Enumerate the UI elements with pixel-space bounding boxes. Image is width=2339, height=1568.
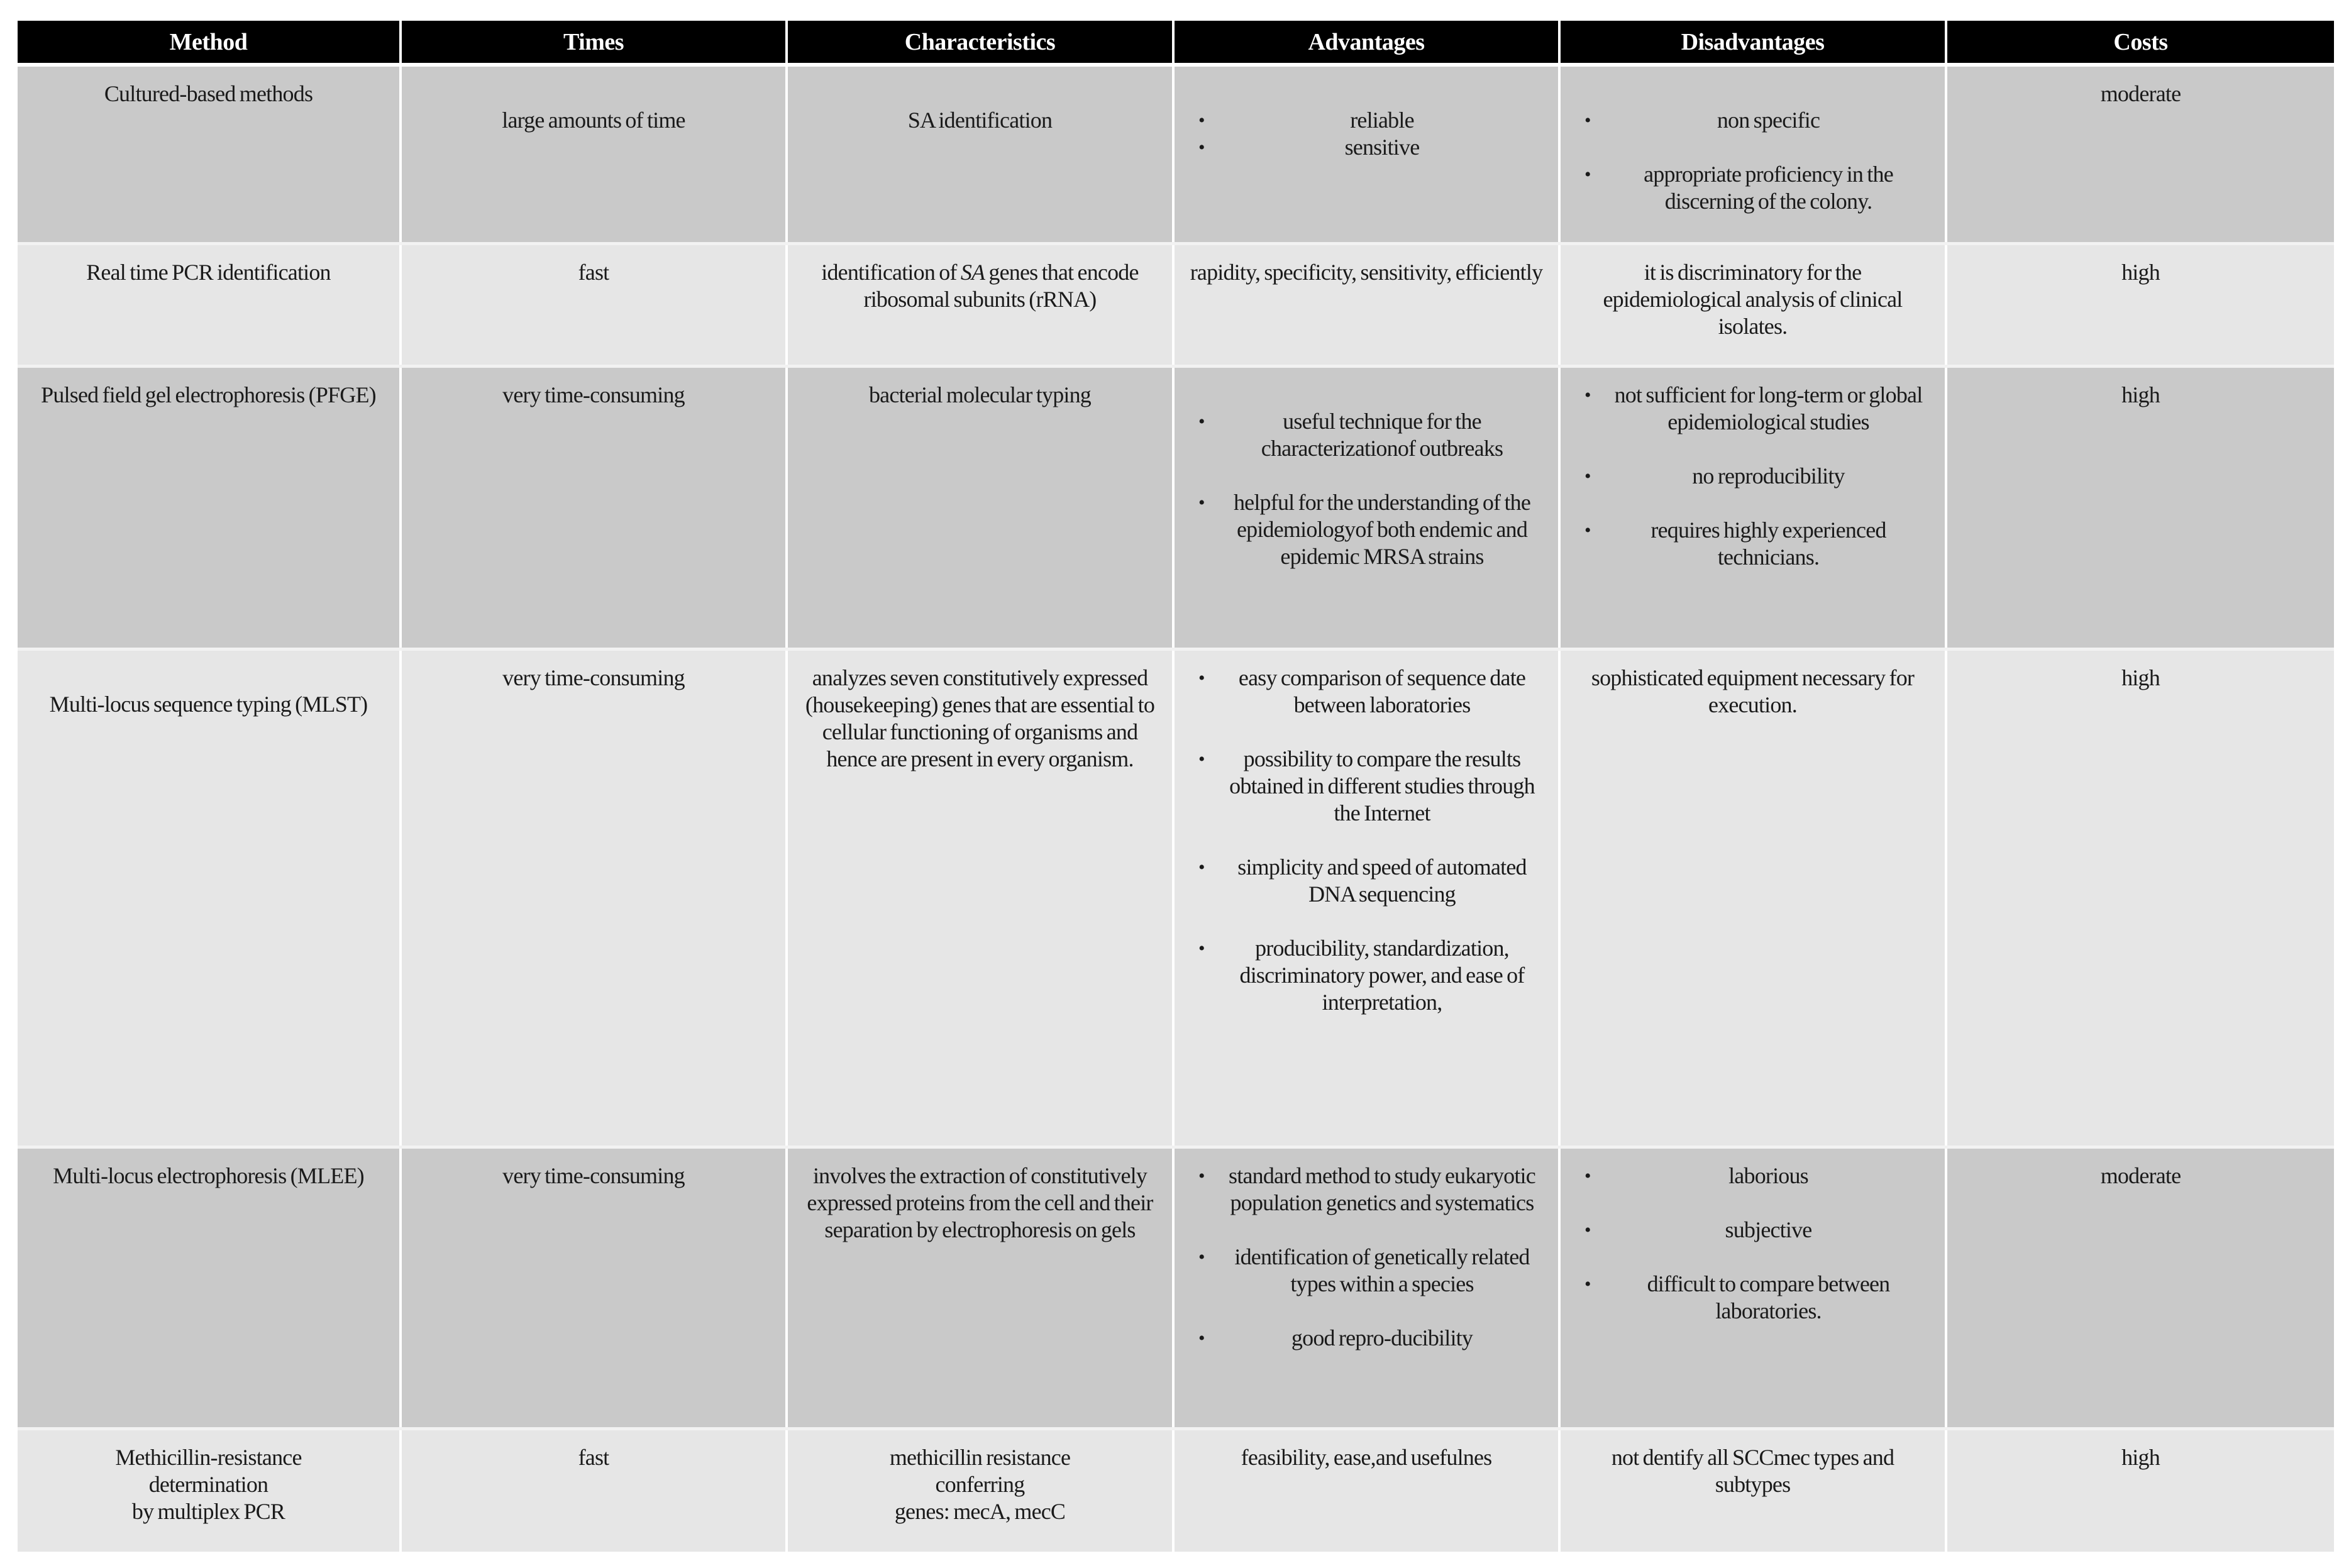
cell-costs: high <box>1947 651 2334 1146</box>
cell-method: Cultured-based methods <box>18 67 399 242</box>
bullet-icon: • <box>1198 938 1205 959</box>
list-item: • easy comparison of sequence date between laboratories <box>1198 665 1526 717</box>
bullet-icon: • <box>1584 1166 1591 1186</box>
bullet-icon: • <box>1198 1166 1205 1186</box>
list-item: • producibility, standardization, discriminatory power, and ease of interpretation, <box>1198 936 1525 1015</box>
comparison-table <box>18 21 2321 1552</box>
cell-disadvantages <box>1561 1149 1945 1427</box>
bullet-icon: • <box>1198 492 1205 513</box>
bullet-icon: • <box>1584 520 1591 541</box>
header-characteristics: Characteristics <box>788 21 1172 63</box>
list-item: • reliable <box>1198 108 1414 133</box>
bullet-icon: • <box>1584 385 1591 406</box>
bullet-icon: • <box>1198 668 1205 688</box>
bullet-icon: • <box>1198 411 1205 432</box>
list-item: • appropriate proficiency in the discerning of the colony. <box>1584 162 1893 214</box>
list-item: • possibility to compare the results obtained in different studies through the Internet <box>1198 746 1535 825</box>
list-item: • not sufficient for long-term or global epidemiological studies <box>1584 382 1923 434</box>
cell-characteristics: SA identification <box>788 67 1172 242</box>
cell-method: Methicillin-resistance determination by multiplex PCR <box>18 1430 399 1552</box>
cell-method: Multi-locus electrophoresis (MLEE) <box>18 1149 399 1427</box>
cell-disadvantages <box>1561 67 1945 242</box>
list-item: • useful technique for the characterizationof outbreaks <box>1198 409 1503 461</box>
list-item: • laborious <box>1584 1163 1808 1188</box>
bullet-icon: • <box>1584 1220 1591 1240</box>
bullet-icon: • <box>1198 137 1205 158</box>
list-item: • good repro-ducibility <box>1198 1325 1473 1350</box>
cell-characteristics: analyzes seven constitutively expressed (housekeeping) genes that are essential to cellular functioning of organisms and hence are present in every organism. <box>788 651 1172 1146</box>
cell-disadvantages: sophisticated equipment necessary for execution. <box>1561 651 1945 1146</box>
cell-times: very time-consuming <box>402 368 785 648</box>
list-item: • subjective <box>1584 1217 1812 1242</box>
cell-characteristics: methicillin resistance conferring genes: mecA, mecC <box>788 1430 1172 1552</box>
cell-advantages: rapidity, specificity, sensitivity, efficiently <box>1175 245 1558 365</box>
cell-method: Pulsed field gel electrophoresis (PFGE) <box>18 368 399 648</box>
header-disadvantages: Disadvantages <box>1561 21 1945 63</box>
cell-disadvantages <box>1561 368 1945 648</box>
cell-disadvantages: not dentify all SCCmec types and subtypes <box>1561 1430 1945 1552</box>
cell-times: large amounts of time <box>402 67 785 242</box>
bullet-icon: • <box>1584 466 1591 487</box>
list-item: • requires highly experienced technicians. <box>1584 517 1886 570</box>
cell-costs: moderate <box>1947 1149 2334 1427</box>
cell-method: Real time PCR identification <box>18 245 399 365</box>
bullet-icon: • <box>1584 164 1591 185</box>
cell-times: fast <box>402 245 785 365</box>
list-item: • standard method to study eukaryotic population genetics and systematics <box>1198 1163 1535 1215</box>
cell-times: fast <box>402 1430 785 1552</box>
cell-characteristics: bacterial molecular typing <box>788 368 1172 648</box>
cell-costs: moderate <box>1947 67 2334 242</box>
cell-disadvantages: it is discriminatory for the epidemiological analysis of clinical isolates. <box>1561 245 1945 365</box>
cell-costs: high <box>1947 1430 2334 1552</box>
cell-advantages: feasibility, ease,and usefulnes <box>1175 1430 1558 1552</box>
cell-method: Multi-locus sequence typing (MLST) <box>18 651 399 1146</box>
cell-costs: high <box>1947 368 2334 648</box>
bullet-icon: • <box>1198 1328 1205 1349</box>
header-advantages: Advantages <box>1175 21 1558 63</box>
cell-characteristics: identification of SA genes that encode ribosomal subunits (rRNA) <box>788 245 1172 365</box>
bullet-icon: • <box>1198 749 1205 770</box>
cell-advantages <box>1175 67 1558 242</box>
list-item: • helpful for the understanding of the epidemiologyof both endemic and epidemic MRSA strains <box>1198 490 1531 569</box>
cell-times: very time-consuming <box>402 651 785 1146</box>
list-item: • simplicity and speed of automated DNA sequencing <box>1198 854 1527 907</box>
bullet-icon: • <box>1584 1274 1591 1295</box>
cell-times: very time-consuming <box>402 1149 785 1427</box>
header-times: Times <box>402 21 785 63</box>
header-method: Method <box>18 21 399 63</box>
list-item: • difficult to compare between laboratories. <box>1584 1271 1890 1323</box>
list-item: • no reproducibility <box>1584 463 1845 489</box>
cell-characteristics: involves the extraction of constitutively expressed proteins from the cell and their separation by electrophoresis on gels <box>788 1149 1172 1427</box>
bullet-icon: • <box>1198 1247 1205 1267</box>
cell-advantages <box>1175 1149 1558 1427</box>
cell-advantages <box>1175 651 1558 1146</box>
cell-costs: high <box>1947 245 2334 365</box>
list-item: • sensitive <box>1198 135 1420 160</box>
cell-advantages <box>1175 368 1558 648</box>
bullet-icon: • <box>1198 110 1205 131</box>
list-item: • non specific <box>1584 108 1820 133</box>
bullet-icon: • <box>1198 857 1205 878</box>
list-item: • identification of genetically related types within a species <box>1198 1244 1530 1296</box>
header-costs: Costs <box>1947 21 2334 63</box>
bullet-icon: • <box>1584 110 1591 131</box>
